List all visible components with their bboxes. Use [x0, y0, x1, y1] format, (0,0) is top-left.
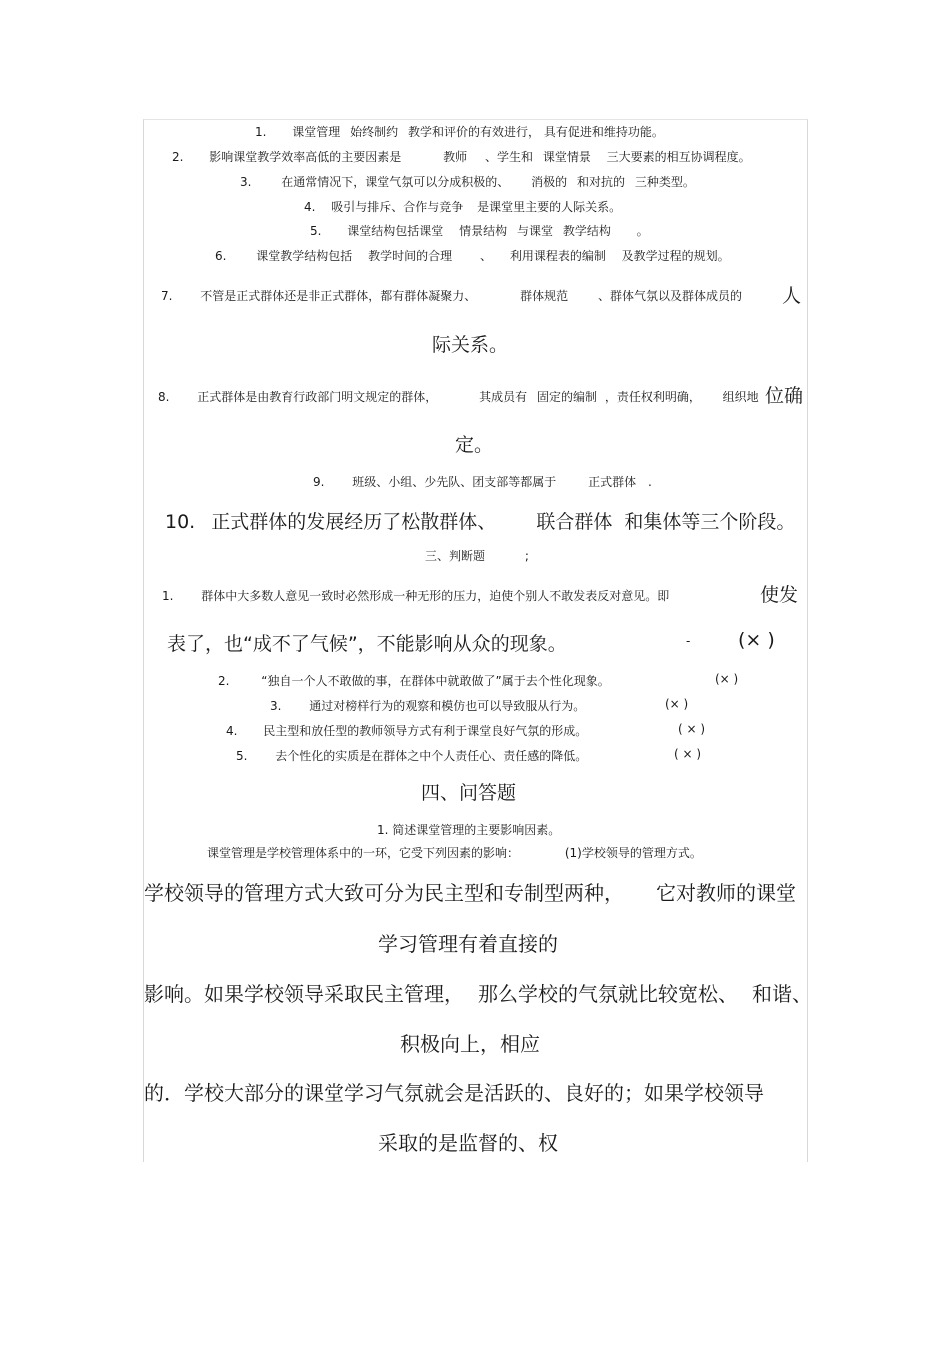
fill-answer: 教学时间的合理	[368, 249, 453, 263]
judge-item-3	[270, 697, 585, 714]
item-number: 5.	[310, 224, 322, 238]
judge-answer: (× )	[665, 697, 689, 711]
fill-answer: 固定的编制	[536, 390, 597, 404]
judge-answer: ( × )	[674, 747, 702, 761]
judge-text: 去个性化的实质是在群体之中个人责任心、责任感的降低。	[275, 749, 588, 763]
item-number: 4.	[304, 200, 316, 214]
fill-text: 、群体气氛以及群体成员的	[597, 289, 742, 303]
fill-answer: 消极的	[531, 175, 568, 189]
fill-item-7-continuation: 际关系。	[432, 334, 509, 356]
qa-line: 学习管理有着直接的	[378, 932, 558, 956]
qa-line: 积极向上，相应	[400, 1032, 540, 1056]
item-number: 5.	[236, 749, 248, 763]
fill-item-4	[304, 198, 621, 215]
qa-line: 采取的是监督的、权	[378, 1131, 558, 1155]
judge-item-1-continuation: 表了，也“成不了气候”，不能影响从众的现象。	[167, 633, 567, 655]
fill-text: 教学和评价的有效进行，	[407, 125, 540, 139]
item-number: 7.	[161, 289, 173, 303]
fill-text: 与课堂	[516, 224, 553, 238]
judge-answer: ( × )	[678, 722, 706, 736]
fill-text: 班级、小组、少先队、团支部等都属于	[352, 475, 557, 489]
fill-answer: 利用课程表的编制	[509, 249, 606, 263]
qa-intro-text: 课堂管理是学校管理体系中的一环，它受下列因素的影响：	[207, 846, 520, 860]
fill-text: ，责任权利明确，	[604, 390, 701, 404]
fill-text: 正式群体是由教育行政部门明文规定的群体，	[197, 390, 438, 404]
section-heading-judgment	[425, 547, 529, 564]
judge-item-2	[218, 672, 610, 689]
fill-item-7-tail: 人	[782, 285, 802, 307]
item-number: 8.	[158, 390, 170, 404]
fill-item-3	[240, 173, 695, 190]
fill-answer: 始终制约	[350, 125, 399, 139]
section-title: 三、判断题	[425, 549, 486, 563]
fill-item-8	[158, 388, 759, 405]
fill-text: 是课堂里主要的人际关系。	[477, 200, 622, 214]
item-number: 9.	[313, 475, 325, 489]
judge-text: 群体中大多数人意见一致时必然形成一种无形的压力，迫使个别人不敢发表反对意见。即	[201, 589, 670, 603]
fill-answer: 吸引与排斥、合作与竞争	[331, 200, 464, 214]
judge-item-1	[162, 587, 669, 604]
fill-text: 在通常情况下，课堂气氛可以分成积极的、	[281, 175, 510, 189]
qa-line: 它对教师的课堂	[656, 881, 796, 905]
fill-answer: 正式群体	[588, 475, 637, 489]
qa-line: 学校领导的管理方式大致可分为民主型和专制型两种，	[144, 881, 624, 905]
fill-text: 三大要素的相互协调程度。	[606, 150, 751, 164]
fill-answer: 群体规范	[520, 289, 569, 303]
qa-line: 的．学校大部分的课堂学习气氛就会是活跃的、良好的；如果学校领导	[144, 1081, 764, 1105]
fill-item-2	[172, 148, 751, 165]
fill-answer: 教学结构	[562, 224, 611, 238]
fill-item-8-continuation: 定。	[455, 434, 494, 456]
fill-answer: 课堂情景	[542, 150, 591, 164]
item-number: 2.	[172, 150, 184, 164]
fill-item-10	[165, 507, 795, 534]
fill-text: 课堂结构包括课堂	[347, 224, 444, 238]
fill-answer: 三种类型。	[634, 175, 695, 189]
item-number: 3.	[270, 699, 282, 713]
fill-item-6	[215, 247, 730, 264]
fill-item-5	[310, 222, 649, 239]
section-mark: ;	[524, 549, 529, 563]
judge-answer: (× )	[715, 672, 739, 686]
judge-text: 通过对榜样行为的观察和模仿也可以导致服从行为。	[309, 699, 586, 713]
item-number: 1.	[162, 589, 174, 603]
fill-answer: 其成员有	[479, 390, 528, 404]
item-number: 4.	[226, 724, 238, 738]
fill-answer: 教师	[443, 150, 468, 164]
fill-item-8-tail: 位确	[765, 385, 804, 407]
item-number: 10.	[165, 511, 196, 533]
fill-text: 和集体等三个阶段。	[624, 511, 796, 533]
judge-text: “独自一个人不敢做的事，在群体中就敢做了”属于去个性化现象。	[261, 674, 610, 688]
judge-text: 民主型和放任型的教师领导方式有利于课堂良好气氛的形成。	[263, 724, 588, 738]
fill-text: 。	[636, 224, 649, 238]
qa-intro	[207, 844, 702, 861]
judge-dash: -	[686, 634, 691, 648]
qa-line: 那么学校的气氛就比较宽松、	[478, 982, 738, 1006]
fill-text: 、	[479, 249, 492, 263]
fill-text: 影响课堂教学效率高低的主要因素是	[209, 150, 402, 164]
judge-item-5	[236, 747, 587, 764]
fill-text: 、学生和	[484, 150, 533, 164]
fill-text: 和对抗的	[576, 175, 625, 189]
fill-text: 课堂教学结构包括	[256, 249, 353, 263]
qa-factor: (1)学校领导的管理方式。	[564, 846, 702, 860]
item-number: 1.	[255, 125, 267, 139]
judge-item-1-tail: 使发	[760, 584, 799, 606]
item-number: 2.	[218, 674, 230, 688]
qa-line: 和谐、	[752, 982, 812, 1006]
qa-question: 1. 简述课堂管理的主要影响因素。	[377, 823, 561, 837]
fill-item-7	[161, 287, 742, 304]
judge-item-4	[226, 722, 587, 739]
item-number: 6.	[215, 249, 227, 263]
fill-text: .	[647, 475, 652, 489]
fill-text: 及教学过程的规划。	[621, 249, 730, 263]
fill-answer: 课堂管理	[292, 125, 341, 139]
fill-item-9	[313, 473, 652, 490]
fill-answer: 情景结构	[459, 224, 508, 238]
fill-answer: 联合群体	[536, 511, 613, 533]
fill-text: 正式群体的发展经历了松散群体、	[211, 511, 497, 533]
fill-text: 不管是正式群体还是非正式群体，都有群体凝聚力、	[200, 289, 477, 303]
section-heading-qa: 四、问答题	[421, 782, 517, 804]
fill-text: 具有促进和维持功能。	[543, 125, 664, 139]
fill-item-1	[255, 123, 664, 140]
item-number: 3.	[240, 175, 252, 189]
fill-text: 组织地	[722, 390, 759, 404]
qa-line: 影响。如果学校领导采取民主管理，	[144, 982, 464, 1006]
judge-answer: (× )	[738, 629, 775, 651]
